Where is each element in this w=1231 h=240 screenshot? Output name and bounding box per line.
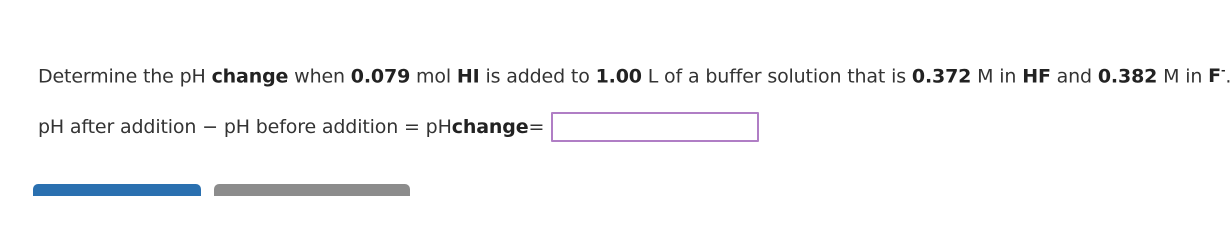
- submit-button[interactable]: [33, 184, 201, 196]
- question-weak-acid-formula: HF: [1022, 65, 1051, 88]
- question-part: .: [1225, 65, 1231, 88]
- question-acid-formula: HI: [456, 65, 480, 88]
- answer-label: pH after addition − pH before addition = pH: [38, 116, 452, 138]
- conjugate-base-charge: -: [1221, 64, 1226, 77]
- question-part: Determine the pH: [38, 65, 212, 88]
- answer-label-emphasis: change: [451, 116, 529, 138]
- answer-row: [38, 112, 759, 142]
- question-moles-value: 0.079: [350, 65, 411, 88]
- ph-change-input[interactable]: [551, 112, 759, 142]
- question-f-concentration: 0.382: [1097, 65, 1158, 88]
- conjugate-base-symbol: F: [1208, 65, 1221, 88]
- question-part: M in: [1157, 65, 1209, 88]
- question-part: when: [288, 65, 351, 88]
- question-conjugate-base-formula: [1208, 65, 1225, 87]
- question-text: [38, 59, 1231, 89]
- question-emphasis-change: change: [211, 65, 289, 88]
- question-part: and: [1050, 65, 1098, 88]
- question-part: L of a buffer solution that is: [641, 65, 912, 88]
- question-part: is added to: [479, 65, 596, 88]
- secondary-button[interactable]: [214, 184, 410, 196]
- question-volume-value: 1.00: [595, 65, 642, 88]
- question-part: mol: [410, 65, 457, 88]
- answer-equals: =: [528, 116, 545, 138]
- question-part: M in: [971, 65, 1023, 88]
- question-hf-concentration: 0.372: [911, 65, 972, 88]
